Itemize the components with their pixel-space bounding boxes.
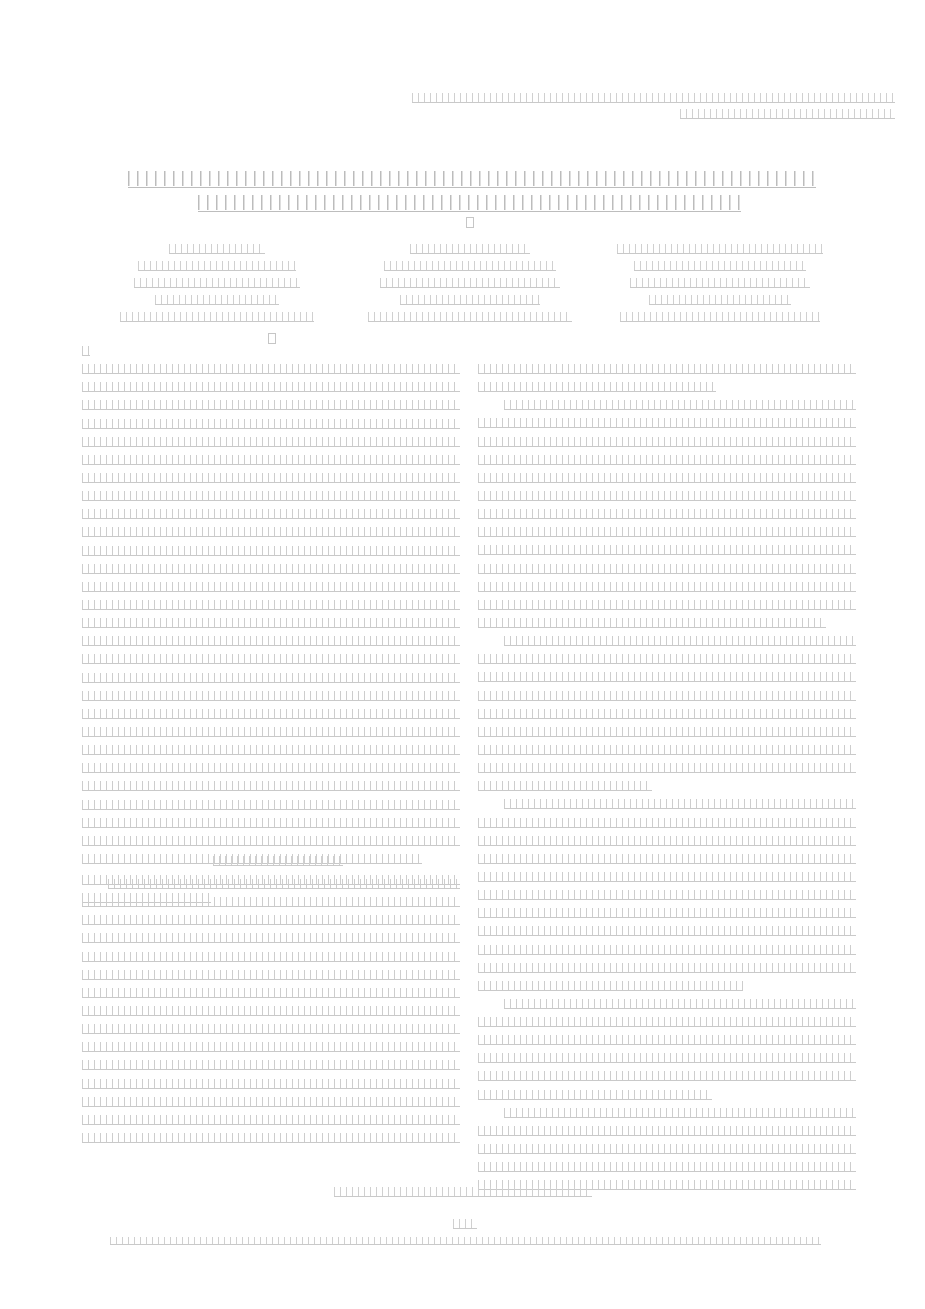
author-affiliation	[634, 260, 806, 271]
body-line	[478, 544, 856, 555]
body-line	[478, 889, 856, 900]
body-line	[478, 944, 856, 955]
abstract-line	[82, 363, 460, 374]
intro-line	[82, 1096, 460, 1107]
body-line	[478, 1052, 856, 1063]
abstract-line	[82, 526, 460, 537]
body-line	[478, 563, 856, 574]
intro-line	[82, 951, 460, 962]
abstract-line	[82, 672, 460, 683]
body-line	[478, 617, 826, 628]
introduction-text	[82, 878, 460, 1150]
author-affiliation	[649, 294, 791, 305]
left-column	[82, 345, 460, 910]
body-line	[478, 835, 856, 846]
body-line	[478, 907, 856, 918]
intro-line	[82, 987, 460, 998]
abstract-line	[82, 599, 460, 610]
author-email	[368, 311, 572, 322]
author-block-2	[350, 243, 590, 328]
abstract-line	[82, 617, 460, 628]
intro-line	[82, 1078, 460, 1089]
body-line	[478, 962, 856, 973]
author-name	[410, 243, 530, 254]
body-line	[478, 726, 856, 737]
title-footnote-mark	[466, 217, 474, 228]
author-email	[620, 311, 820, 322]
paper-title-line-2	[198, 194, 741, 212]
author-email	[120, 311, 314, 322]
abstract-line	[82, 653, 460, 664]
abstract-line	[82, 545, 460, 556]
doi-footer-line	[110, 1236, 821, 1245]
intro-line	[82, 1132, 460, 1143]
body-line	[478, 1070, 856, 1081]
body-line	[478, 780, 652, 791]
author-affiliation	[380, 277, 560, 288]
body-line	[478, 436, 856, 447]
body-line	[478, 653, 856, 664]
abstract-line	[82, 399, 460, 410]
abstract-line	[82, 762, 460, 773]
author-affiliation	[384, 260, 556, 271]
page-number	[453, 1218, 477, 1229]
abstract-line	[82, 581, 460, 592]
right-column	[478, 363, 856, 1197]
body-line	[504, 998, 856, 1009]
running-header-line-2	[680, 108, 895, 119]
author-block-3	[600, 243, 840, 328]
abstract-line	[82, 799, 460, 810]
body-line	[478, 1161, 856, 1172]
body-line	[478, 417, 856, 428]
body-line	[478, 363, 856, 374]
abstract-line	[82, 418, 460, 429]
abstract-line	[82, 454, 460, 465]
abstract-line	[82, 817, 460, 828]
body-line	[504, 635, 856, 646]
body-line	[478, 526, 856, 537]
intro-line	[82, 1041, 460, 1052]
abstract-line	[82, 708, 460, 719]
body-line	[478, 925, 856, 936]
body-line	[478, 1016, 856, 1027]
body-line	[478, 817, 856, 828]
body-line	[478, 1089, 712, 1100]
body-line	[478, 690, 856, 701]
intro-line	[108, 878, 460, 889]
body-line	[504, 1107, 856, 1118]
author-affiliation	[630, 277, 810, 288]
intro-line	[82, 932, 460, 943]
body-line	[478, 980, 743, 991]
abstract-line	[82, 835, 460, 846]
body-line	[478, 853, 856, 864]
intro-line	[82, 1023, 460, 1034]
intro-line	[82, 1005, 460, 1016]
abstract-line	[82, 436, 460, 447]
copyright-footer	[334, 1186, 592, 1197]
intro-line	[82, 896, 460, 907]
author-footnote-mark	[268, 333, 276, 344]
author-name	[169, 243, 265, 254]
body-line	[478, 671, 856, 682]
author-affiliation	[134, 277, 300, 288]
abstract-line	[82, 381, 460, 392]
abstract-line	[82, 563, 460, 574]
body-line	[504, 399, 856, 410]
abstract-line	[82, 508, 460, 519]
intro-line	[82, 1059, 460, 1070]
abstract-mark	[82, 345, 90, 356]
body-line	[478, 599, 856, 610]
running-header-line-1	[412, 92, 895, 103]
body-line	[478, 762, 856, 773]
abstract-line	[82, 690, 460, 701]
author-block-1	[97, 243, 337, 328]
body-line	[478, 708, 856, 719]
abstract-line	[82, 635, 460, 646]
author-affiliation	[138, 260, 296, 271]
section-heading-introduction	[213, 855, 343, 866]
body-line	[478, 1143, 856, 1154]
abstract-line	[82, 472, 460, 483]
intro-line	[82, 914, 460, 925]
body-line	[478, 508, 856, 519]
abstract-line	[82, 490, 460, 501]
body-line	[504, 798, 856, 809]
body-line	[478, 381, 716, 392]
abstract-line	[82, 780, 460, 791]
author-name	[617, 243, 823, 254]
body-line	[478, 454, 856, 465]
author-affiliation	[400, 294, 540, 305]
intro-line	[82, 1114, 460, 1125]
body-line	[478, 1125, 856, 1136]
intro-line	[82, 969, 460, 980]
body-line	[478, 490, 856, 501]
body-line	[478, 1034, 856, 1045]
body-line	[478, 744, 856, 755]
body-line	[478, 472, 856, 483]
paper-title-line-1	[128, 170, 816, 188]
body-line	[478, 871, 856, 882]
body-line	[478, 581, 856, 592]
abstract-line	[82, 744, 460, 755]
author-affiliation	[155, 294, 279, 305]
abstract-line	[82, 726, 460, 737]
